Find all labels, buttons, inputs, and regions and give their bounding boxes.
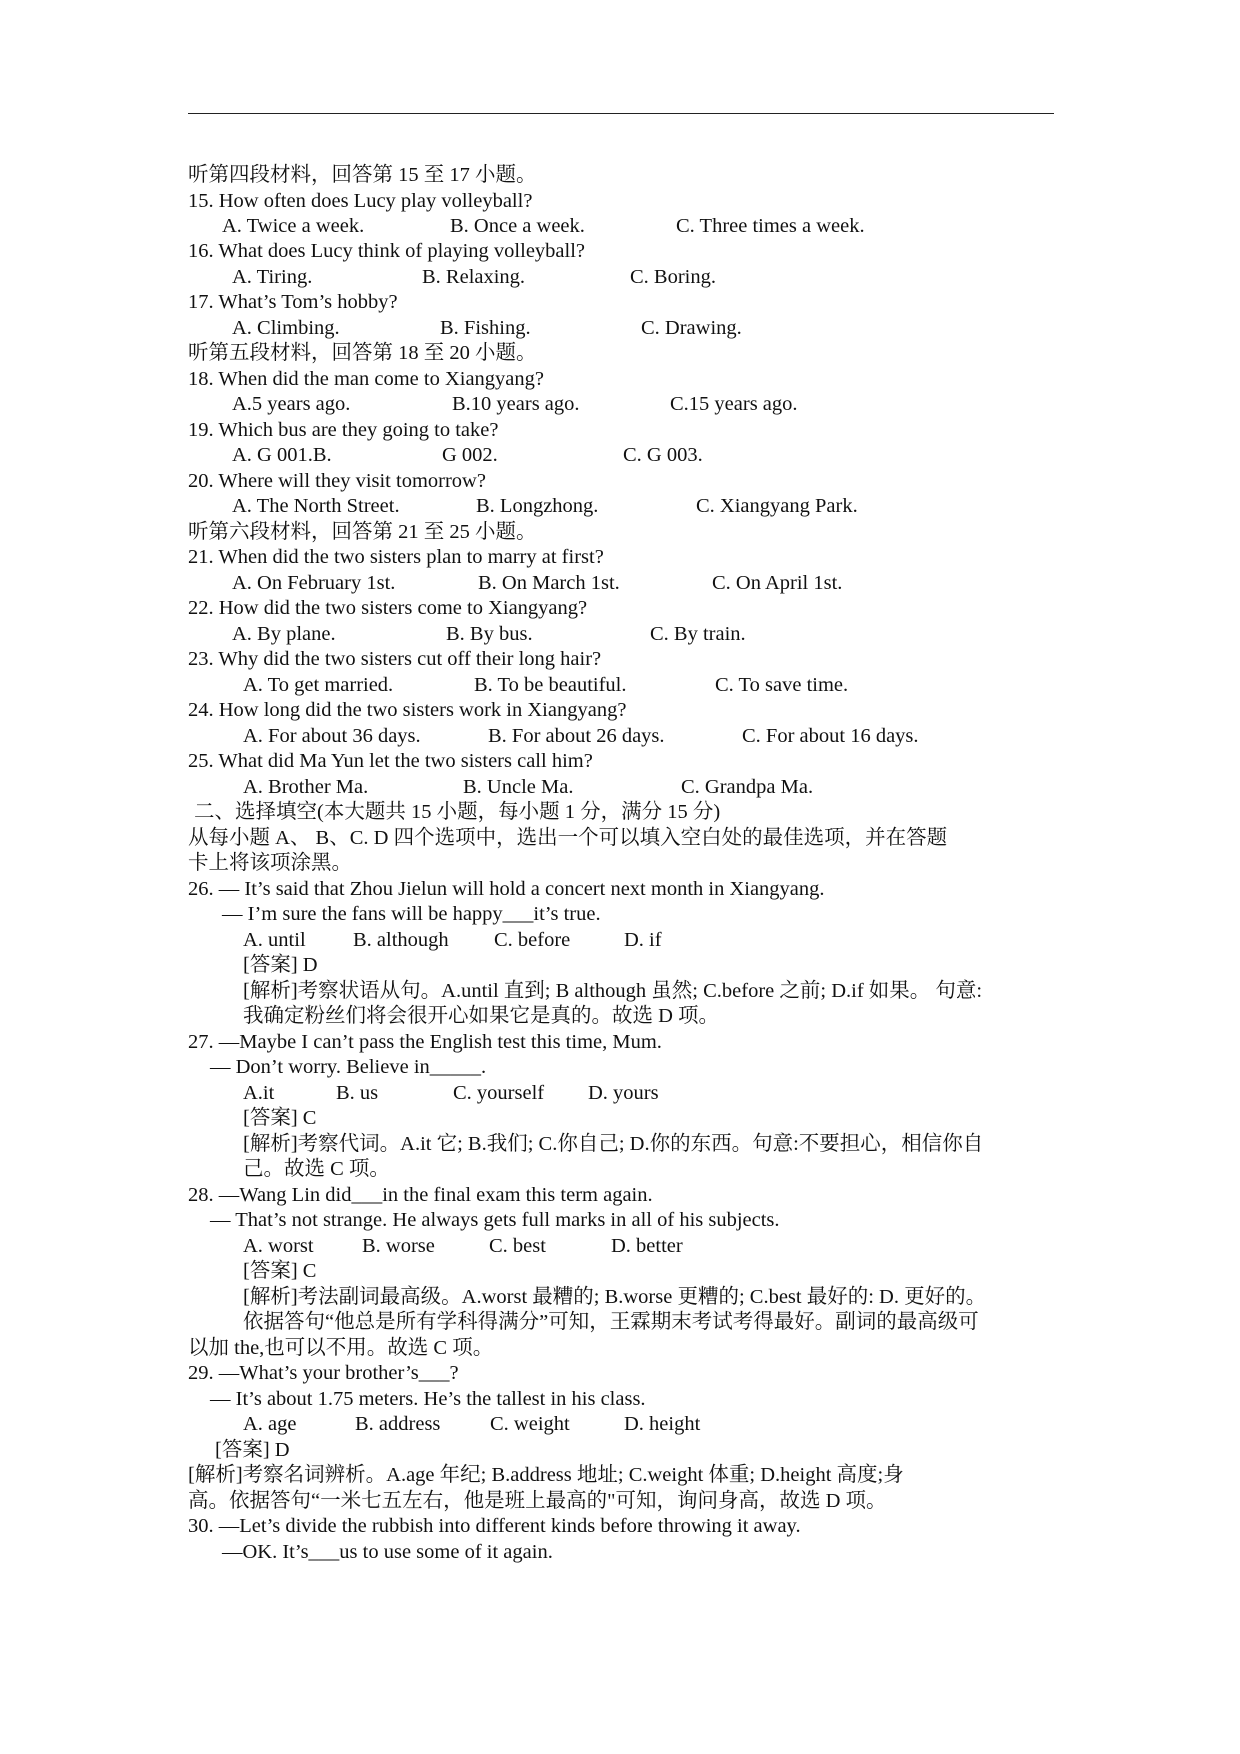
question-16: 16. What does Lucy think of playing volleyball? <box>188 240 586 262</box>
option-a: A. worst <box>243 1235 314 1257</box>
option-c: C. best <box>489 1235 546 1257</box>
question-25: 25. What did Ma Yun let the two sisters call him? <box>188 750 593 772</box>
option-c: C. Drawing. <box>641 317 742 339</box>
option-c: C. Grandpa Ma. <box>681 776 814 798</box>
question-21: 21. When did the two sisters plan to marry at first? <box>188 546 604 568</box>
answer-line: [答案] D <box>243 954 318 976</box>
option-b: B. Uncle Ma. <box>463 776 574 798</box>
analysis-line: 我确定粉丝们将会很开心如果它是真的。故选 D 项。 <box>243 1005 720 1027</box>
option-a: A. To get married. <box>243 674 394 696</box>
question-26: 26. — It’s said that Zhou Jielun will hold a concert next month in Xiangyang. <box>188 878 825 900</box>
question-23: 23. Why did the two sisters cut off their long hair? <box>188 648 602 670</box>
question-18: 18. When did the man come to Xiangyang? <box>188 368 544 390</box>
option-c: C. To save time. <box>715 674 849 696</box>
instruction-text: 卡上将该项涂黑。 <box>188 852 352 874</box>
option-b: B.10 years ago. <box>452 393 580 415</box>
option-d: D. if <box>624 929 662 951</box>
dialogue-line: — Don’t worry. Believe in_____. <box>210 1056 487 1078</box>
option-b: B. Fishing. <box>440 317 531 339</box>
option-a: A. age <box>243 1413 297 1435</box>
instruction-text: 从每小题 A、 B、C. D 四个选项中，选出一个可以填入空白处的最佳选项，并在答题 <box>188 827 948 849</box>
option-c: C.15 years ago. <box>670 393 798 415</box>
header-rule <box>188 113 1054 114</box>
option-b: B. Once a week. <box>450 215 585 237</box>
option-b: B. On March 1st. <box>478 572 620 594</box>
option-b: B. By bus. <box>446 623 533 645</box>
answer-line: [答案] C <box>243 1107 317 1129</box>
option-c: C. On April 1st. <box>712 572 843 594</box>
question-22: 22. How did the two sisters come to Xiangyang? <box>188 597 588 619</box>
analysis-line: 依据答句“他总是所有学科得满分”可知，王霖期末考试考得最好。副词的最高级可 <box>243 1311 979 1333</box>
option-b: B. worse <box>362 1235 435 1257</box>
option-b: B. Longzhong. <box>476 495 599 517</box>
option-c: C. G 003. <box>623 444 703 466</box>
option-a: A.5 years ago. <box>232 393 351 415</box>
option-b: B. Relaxing. <box>422 266 526 288</box>
analysis-line: [解析]考察状语从句。A.until 直到; B although 虽然; C.before 之前; D.if 如果。 句意: <box>243 980 983 1002</box>
option-d: D. yours <box>588 1082 659 1104</box>
option-c: C. yourself <box>453 1082 545 1104</box>
option-d: D. height <box>624 1413 701 1435</box>
analysis-line: [解析]考察名词辨析。A.age 年纪; B.address 地址; C.weight 体重; D.height 高度;身 <box>188 1464 904 1486</box>
analysis-line: 己。故选 C 项。 <box>243 1158 390 1180</box>
option-c: C. Three times a week. <box>676 215 865 237</box>
option-a: A. By plane. <box>232 623 336 645</box>
option-a: A. G 001.B. <box>232 444 332 466</box>
option-a: A. On February 1st. <box>232 572 396 594</box>
option-a: A. until <box>243 929 306 951</box>
option-c: C. before <box>494 929 571 951</box>
dialogue-line: —OK. It’s___us to use some of it again. <box>222 1541 553 1563</box>
question-17: 17. What’s Tom’s hobby? <box>188 291 398 313</box>
option-d: D. better <box>611 1235 683 1257</box>
section-heading: 听第六段材料，回答第 21 至 25 小题。 <box>188 521 537 543</box>
analysis-line: 高。依据答句“一米七五左右，他是班上最高的"可知，询问身高，故选 D 项。 <box>188 1490 887 1512</box>
option-b: B. To be beautiful. <box>474 674 627 696</box>
option-a: A. Brother Ma. <box>243 776 369 798</box>
option-c: C. Xiangyang Park. <box>696 495 858 517</box>
option-c: C. weight <box>490 1413 570 1435</box>
question-19: 19. Which bus are they going to take? <box>188 419 499 441</box>
option-a: A. Tiring. <box>232 266 313 288</box>
option-c: C. By train. <box>650 623 746 645</box>
part-heading: 二、选择填空(本大题共 15 小题，每小题 1 分，满分 15 分) <box>194 801 721 823</box>
analysis-line: [解析]考法副词最高级。A.worst 最糟的; B.worse 更糟的; C.best 最好的: D. 更好的。 <box>243 1286 987 1308</box>
question-24: 24. How long did the two sisters work in Xiangyang? <box>188 699 627 721</box>
question-28: 28. —Wang Lin did___in the final exam this term again. <box>188 1184 653 1206</box>
dialogue-line: — That’s not strange. He always gets full marks in all of his subjects. <box>210 1209 780 1231</box>
option-b: G 002. <box>442 444 498 466</box>
question-20: 20. Where will they visit tomorrow? <box>188 470 486 492</box>
option-a: A.it <box>243 1082 275 1104</box>
answer-line: [答案] C <box>243 1260 317 1282</box>
question-27: 27. —Maybe I can’t pass the English test this time, Mum. <box>188 1031 662 1053</box>
dialogue-line: — I’m sure the fans will be happy___it’s true. <box>222 903 601 925</box>
option-c: C. For about 16 days. <box>742 725 919 747</box>
question-15: 15. How often does Lucy play volleyball? <box>188 190 533 212</box>
option-b: B. For about 26 days. <box>488 725 665 747</box>
option-b: B. address <box>355 1413 441 1435</box>
option-b: B. although <box>353 929 449 951</box>
option-a: A. Twice a week. <box>222 215 365 237</box>
option-a: A. The North Street. <box>232 495 400 517</box>
option-b: B. us <box>336 1082 379 1104</box>
analysis-line: [解析]考察代词。A.it 它; B.我们; C.你自己; D.你的东西。句意:不要担心，相信你自 <box>243 1133 984 1155</box>
section-heading: 听第四段材料，回答第 15 至 17 小题。 <box>188 164 537 186</box>
option-a: A. For about 36 days. <box>243 725 421 747</box>
dialogue-line: — It’s about 1.75 meters. He’s the tallest in his class. <box>210 1388 646 1410</box>
option-c: C. Boring. <box>630 266 716 288</box>
analysis-line: 以加 the,也可以不用。故选 C 项。 <box>188 1337 494 1359</box>
question-30: 30. —Let’s divide the rubbish into different kinds before throwing it away. <box>188 1515 801 1537</box>
question-29: 29. —What’s your brother’s___? <box>188 1362 459 1384</box>
answer-line: [答案] D <box>215 1439 290 1461</box>
option-a: A. Climbing. <box>232 317 340 339</box>
section-heading: 听第五段材料，回答第 18 至 20 小题。 <box>188 342 537 364</box>
